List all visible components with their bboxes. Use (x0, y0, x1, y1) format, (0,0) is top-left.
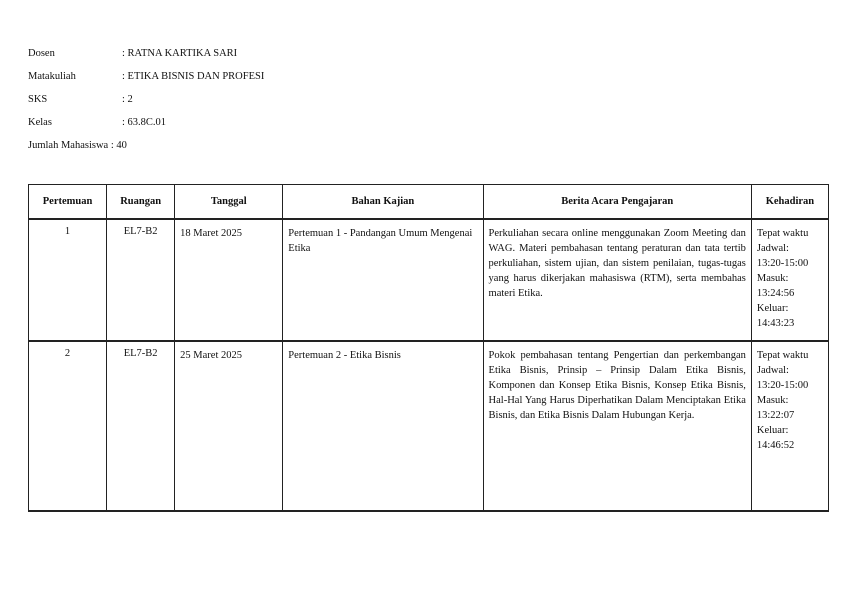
header-tanggal: Tanggal (175, 185, 283, 220)
info-sks (28, 92, 133, 115)
info-value: : 40 (108, 140, 127, 151)
kehadiran-status: Tepat waktu (756, 350, 809, 361)
cell-bahan-kajian: Pertemuan 1 - Pandangan Umum Mengenai Etika (283, 219, 483, 341)
header-berita-acara: Berita Acara Pengajaran (483, 185, 751, 220)
cell-berita-acara: Perkuliahan secara online menggunakan Zoom Meeting dan WAG. Materi pembahasan tentang peraturan dan tata tertib perkuliahan, sistem ujian, dan sistem penilaian, tugas-tugas yang harus dikerjakan mahasiswa (RTM), serta membahas materi Etika. (483, 219, 751, 341)
kehadiran-keluar-value: 14:43:23 (756, 318, 795, 329)
kehadiran-masuk-value: 13:22:07 (756, 410, 795, 421)
info-value: : 63.8C.01 (122, 117, 167, 128)
info-jumlah-mahasiswa (28, 138, 127, 161)
cell-ruangan: EL7-B2 (107, 219, 175, 341)
kehadiran-jadwal-label: Jadwal: (756, 365, 789, 376)
info-label: Matakuliah (28, 71, 76, 82)
table-row (29, 219, 829, 341)
kehadiran-jadwal-value: 13:20-15:00 (756, 258, 809, 269)
header-pertemuan: Pertemuan (29, 185, 107, 220)
kehadiran-jadwal-label: Jadwal: (756, 243, 789, 254)
cell-kehadiran (751, 341, 828, 511)
kehadiran-masuk-label: Masuk: (756, 395, 789, 406)
cell-bahan-kajian: Pertemuan 2 - Etika Bisnis (283, 341, 483, 511)
cell-berita-acara: Pokok pembahasan tentang Pengertian dan perkembangan Etika Bisnis, Prinsip – Prinsip Dalam Etika Bisnis, Komponen dan Konsep Etika Bisnis, Konsep Etika Bisnis, Hal-Hal Yang Harus Diperhatikan Dalam Menciptakan Etika Bisnis, dan Etika Bisnis Dalam Hubungan Kerja. (483, 341, 751, 511)
cell-pertemuan: 1 (29, 219, 107, 341)
header-bahan-kajian: Bahan Kajian (283, 185, 483, 220)
course-info (28, 46, 265, 161)
cell-tanggal: 18 Maret 2025 (175, 219, 283, 341)
info-dosen (28, 46, 238, 69)
info-value: : 2 (122, 94, 133, 105)
cell-kehadiran (751, 219, 828, 341)
info-value: : ETIKA BISNIS DAN PROFESI (122, 71, 265, 82)
cell-pertemuan: 2 (29, 341, 107, 511)
kehadiran-masuk-label: Masuk: (756, 273, 789, 284)
kehadiran-keluar-value: 14:46:52 (756, 440, 795, 451)
table-row (29, 341, 829, 511)
table-header-row (29, 185, 829, 220)
cell-tanggal: 25 Maret 2025 (175, 341, 283, 511)
info-label: Kelas (28, 117, 52, 128)
header-ruangan: Ruangan (107, 185, 175, 220)
kehadiran-keluar-label: Keluar: (756, 425, 789, 436)
info-kelas (28, 115, 167, 138)
cell-ruangan: EL7-B2 (107, 341, 175, 511)
kehadiran-status: Tepat waktu (756, 228, 809, 239)
info-label: SKS (28, 94, 48, 105)
attendance-table (28, 184, 829, 512)
info-label: Dosen (28, 48, 55, 59)
kehadiran-masuk-value: 13:24:56 (756, 288, 795, 299)
header-kehadiran: Kehadiran (751, 185, 828, 220)
kehadiran-keluar-label: Keluar: (756, 303, 789, 314)
info-matakuliah (28, 69, 265, 92)
info-value: : RATNA KARTIKA SARI (122, 48, 238, 59)
info-label: Jumlah Mahasiswa (28, 140, 109, 151)
kehadiran-jadwal-value: 13:20-15:00 (756, 380, 809, 391)
